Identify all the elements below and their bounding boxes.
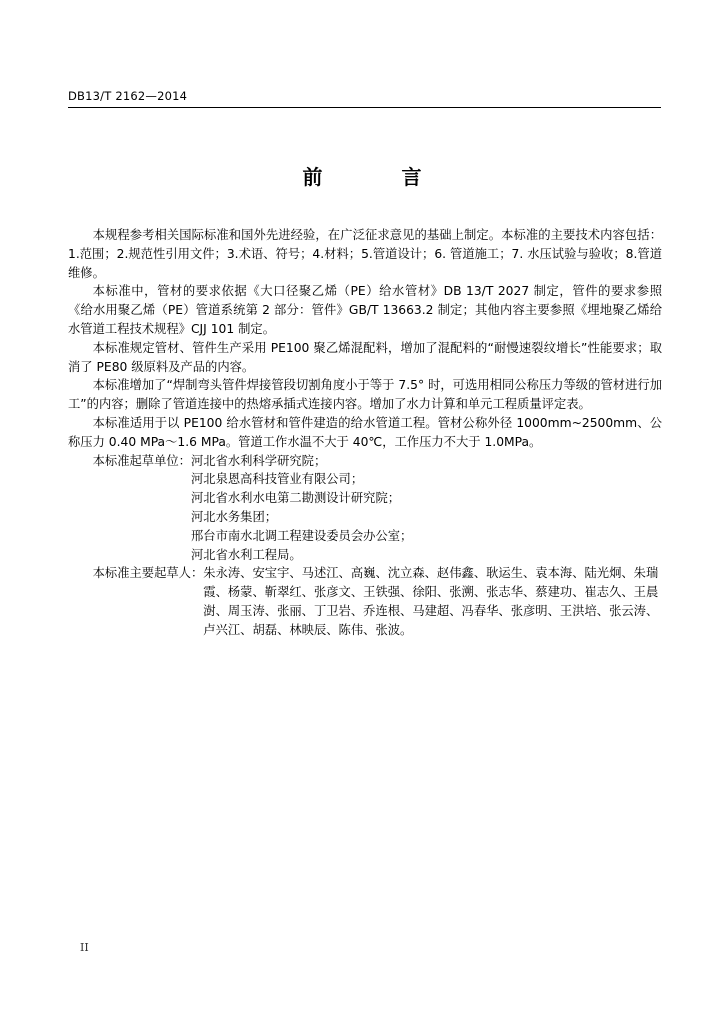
drafting-unit: 河北泉恩高科技管业有限公司； bbox=[190, 472, 364, 487]
main-drafters-names: 朱永涛、安宝宇、马述江、高巍、沈立森、赵伟鑫、耿运生、袁本海、陆光炯、朱瑞霞、杨蒙、靳翠红、张彦文、王铁强、徐阳、张溯、张志华、蔡建功、崔志久、王晨澍、周玉涛、张丽、丁卫岩、乔连根、马建超、冯春华、张彦明、王洪培、张云涛、卢兴江、胡磊、林映辰、陈伟、张波。 bbox=[203, 566, 659, 637]
drafting-unit: 河北省水利科学研究院； bbox=[190, 453, 327, 468]
foreword-body bbox=[68, 226, 662, 640]
paragraph-materials: 本标准规定管材、管件生产采用 PE100 聚乙烯混配料，增加了混配料的“耐慢速裂纹增长”性能要求；取消了 PE80 级原料及产品的内容。 bbox=[68, 340, 662, 374]
drafting-unit: 河北省水利工程局。 bbox=[190, 547, 302, 562]
paragraph-changes: 本标准增加了“焊制弯头管件焊接管段切割角度小于等于 7.5° 时，可选用相同公称压力等级的管材进行加工”的内容；删除了管道连接中的热熔承插式连接内容。增加了水力计算和单元工程质量评定表。 bbox=[68, 378, 662, 412]
header-rule bbox=[68, 107, 661, 108]
paragraph-applicability: 本标准适用于以 PE100 给水管材和管件建造的给水管道工程。管材公称外径 1000mm~2500mm、公称压力 0.40 MPa～1.6 MPa。管道工作水温不大于 40℃，工作压力不大于 1.0MPa。 bbox=[68, 415, 662, 449]
paragraph-scope: 本规程参考相关国际标准和国外先进经验，在广泛征求意见的基础上制定。本标准的主要技术内容包括：1.范围；2.规范性引用文件；3.术语、符号；4.材料；5.管道设计；6. 管道施工；7. 水压试验与验收；8.管道维修。 bbox=[68, 228, 662, 280]
drafting-units-list bbox=[191, 452, 662, 565]
paragraph-references: 本标准中，管材的要求依据《大口径聚乙烯（PE）给水管材》DB 13/T 2027 制定，管件的要求参照《给水用聚乙烯（PE）管道系统第 2 部分：管件》GB/T 13663.2 制定；其他内容主要参照《埋地聚乙烯给水管道工程技术规程》CJJ 101 制定。 bbox=[68, 284, 662, 336]
drafting-unit: 河北省水利水电第二勘测设计研究院； bbox=[190, 491, 401, 506]
standard-code: DB13/T 2162—2014 bbox=[68, 89, 188, 103]
drafting-unit: 河北水务集团； bbox=[190, 509, 278, 524]
main-drafters-label: 本标准主要起草人： bbox=[92, 566, 204, 581]
page-number: II bbox=[80, 941, 89, 954]
drafting-units-block bbox=[68, 452, 662, 565]
page-title: 前 言 bbox=[302, 165, 458, 189]
drafting-unit: 邢台市南水北调工程建设委员会办公室； bbox=[190, 528, 413, 543]
drafting-units-label: 本标准起草单位： bbox=[92, 453, 191, 468]
main-drafters-block bbox=[68, 564, 662, 639]
